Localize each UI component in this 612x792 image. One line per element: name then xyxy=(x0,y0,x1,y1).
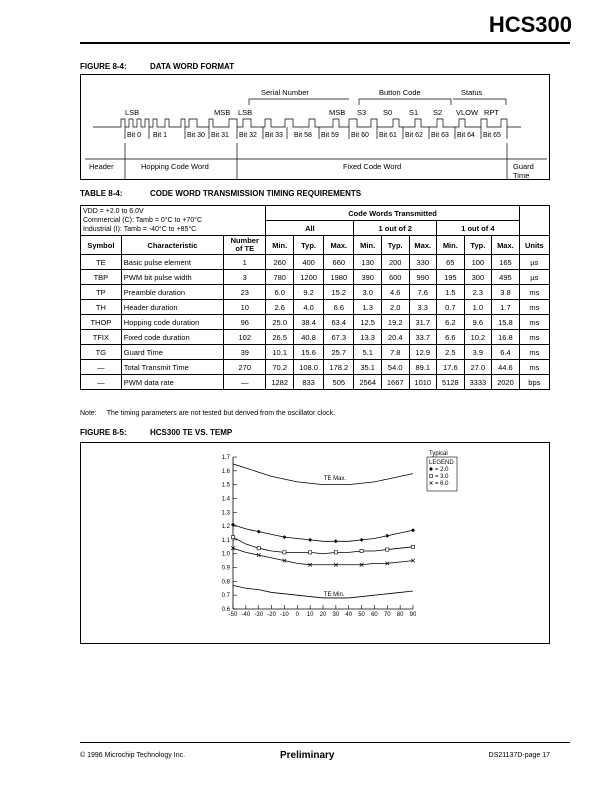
table-row xyxy=(81,285,550,300)
col-characteristic: Characteristic xyxy=(121,236,223,255)
figure-number: FIGURE 8-5: xyxy=(80,428,127,437)
col-max: Max. xyxy=(324,236,354,255)
cell-value: 26.5 xyxy=(266,330,294,345)
y-tick-label: 1.7 xyxy=(221,455,230,461)
bit-label: Bit 62 xyxy=(405,132,423,139)
col-number-line2: of TE xyxy=(235,244,255,253)
data-point xyxy=(308,538,312,542)
cell-value: 660 xyxy=(324,255,354,270)
footer-copyright: © 1996 Microchip Technology Inc. xyxy=(80,752,186,759)
data-point xyxy=(334,539,338,543)
bit-label: Bit 63 xyxy=(431,132,449,139)
cell-value: 6.6 xyxy=(437,330,465,345)
cell-value: 200 xyxy=(381,255,409,270)
cell-value: 3.3 xyxy=(409,300,437,315)
cell-value: 3.9 xyxy=(464,345,492,360)
figure-8-4-caption xyxy=(80,62,234,71)
data-point xyxy=(257,530,261,534)
header-rule xyxy=(80,42,570,44)
msb-label-2: MSB xyxy=(329,108,346,117)
lsb-label-1: LSB xyxy=(125,108,140,117)
cell-value: 5128 xyxy=(437,375,465,390)
cell-value: 833 xyxy=(293,375,323,390)
cell-characteristic: Header duration xyxy=(121,300,223,315)
table-row xyxy=(81,360,550,375)
table-row xyxy=(81,315,550,330)
figure-number: FIGURE 8-4: xyxy=(80,62,127,71)
x-tick-label: 50 xyxy=(358,612,365,618)
y-tick-label: 0.8 xyxy=(221,579,230,586)
cell-symbol: TE xyxy=(81,255,122,270)
cell-number: — xyxy=(224,375,266,390)
x-tick-label: -10 xyxy=(280,612,289,618)
data-point xyxy=(282,535,286,539)
x-tick-label: 80 xyxy=(396,612,404,618)
cell-units: ms xyxy=(519,330,549,345)
legend-marker xyxy=(430,475,433,478)
cell-value: 16.8 xyxy=(492,330,520,345)
cell-value: 178.2 xyxy=(324,360,354,375)
cell-value: 330 xyxy=(409,255,437,270)
chart-box xyxy=(80,442,550,644)
x-tick-label: 30 xyxy=(332,612,340,618)
legend-entry: = 2.0 xyxy=(435,467,449,473)
table-number: TABLE 8-4: xyxy=(80,189,123,198)
cell-symbol: TG xyxy=(81,345,122,360)
cell-value: 7.8 xyxy=(381,345,409,360)
table-row xyxy=(81,345,550,360)
cell-value: 300 xyxy=(464,270,492,285)
y-tick-label: 0.6 xyxy=(221,607,230,613)
cell-value: 2.0 xyxy=(381,300,409,315)
cell-value: 15.8 xyxy=(492,315,520,330)
cell-value: 1200 xyxy=(293,270,323,285)
legend-title: LEGEND xyxy=(429,460,454,466)
note-text: The timing parameters are not tested but derived from the oscillator clock. xyxy=(106,410,336,417)
cell-value: 89.1 xyxy=(409,360,437,375)
bit-label: Bit 65 xyxy=(483,132,501,139)
x-tick-label: -40 xyxy=(241,612,251,618)
bit-label: Bit 61 xyxy=(379,132,397,139)
table-row xyxy=(81,255,550,270)
cell-value: 1010 xyxy=(409,375,437,390)
cell-value: 1.0 xyxy=(464,300,492,315)
cell-number: 96 xyxy=(224,315,266,330)
data-point xyxy=(386,548,389,551)
data-point xyxy=(283,551,286,554)
col-number xyxy=(224,236,266,255)
cell-value: 260 xyxy=(266,255,294,270)
data-point xyxy=(360,549,363,552)
cell-number: 23 xyxy=(224,285,266,300)
col-typ: Typ. xyxy=(293,236,323,255)
cell-value: 19.2 xyxy=(381,315,409,330)
cell-value: 130 xyxy=(354,255,382,270)
legend-entry: = 6.0 xyxy=(435,481,449,487)
cell-value: 9.2 xyxy=(293,285,323,300)
y-tick-label: 1.6 xyxy=(221,468,230,475)
cell-symbol: THOP xyxy=(81,315,122,330)
cell-value: 108.0 xyxy=(293,360,323,375)
cell-value: 65 xyxy=(437,255,465,270)
col-typ: Typ. xyxy=(381,236,409,255)
bit-label: Bit 32 xyxy=(239,132,257,139)
cell-value: 44.6 xyxy=(492,360,520,375)
cell-value: 5.1 xyxy=(354,345,382,360)
bit-label: Bit 58 xyxy=(294,132,312,139)
bit-label: Bit 60 xyxy=(351,132,369,139)
cell-value: 3333 xyxy=(464,375,492,390)
y-tick-label: 1.2 xyxy=(221,524,230,531)
bit-label: Bit 33 xyxy=(265,132,283,139)
time-label: Time xyxy=(513,171,530,179)
bit-label: Bit 64 xyxy=(457,132,475,139)
cell-value: 10.1 xyxy=(266,345,294,360)
table-row xyxy=(81,375,550,390)
bit-label: Bit 30 xyxy=(187,132,205,139)
bit-label: Bit 1 xyxy=(153,132,168,139)
guard-label: Guard xyxy=(513,162,534,171)
cell-value: 15.2 xyxy=(324,285,354,300)
cell-value: 1667 xyxy=(381,375,409,390)
cell-value: 390 xyxy=(354,270,382,285)
cell-symbol: TFIX xyxy=(81,330,122,345)
legend-entry: = 3.0 xyxy=(435,474,449,480)
cell-value: 3.8 xyxy=(492,285,520,300)
x-tick-label: 90 xyxy=(409,612,417,618)
x-tick-label: 20 xyxy=(319,612,327,618)
cell-units: µs xyxy=(519,270,549,285)
te-min-annotation: TE Min. xyxy=(323,591,345,598)
col-min: Min. xyxy=(437,236,465,255)
cell-value: 63.4 xyxy=(324,315,354,330)
vlow-label: VLOW xyxy=(456,108,479,117)
cell-value: 4.6 xyxy=(381,285,409,300)
x-tick-label: 60 xyxy=(371,612,378,618)
footer-preliminary: Preliminary xyxy=(280,750,335,761)
cell-value: 1980 xyxy=(324,270,354,285)
timing-table xyxy=(80,205,550,390)
cell-characteristic: Total Transmit Time xyxy=(121,360,223,375)
cell-number: 10 xyxy=(224,300,266,315)
serial-number-label: Serial Number xyxy=(261,88,309,97)
cell-value: 4.0 xyxy=(293,300,323,315)
cell-value: 6.0 xyxy=(266,285,294,300)
cell-value: 13.3 xyxy=(354,330,382,345)
cell-value: 20.4 xyxy=(381,330,409,345)
bit-label: Bit 0 xyxy=(127,132,142,139)
s0-label: S0 xyxy=(383,108,393,117)
s2-label: S2 xyxy=(433,108,443,117)
y-tick-label: 0.9 xyxy=(221,565,230,572)
cell-value: 31.7 xyxy=(409,315,437,330)
cell-number: 39 xyxy=(224,345,266,360)
cell-characteristic: Hopping code duration xyxy=(121,315,223,330)
y-tick-label: 1.1 xyxy=(221,537,230,544)
te-vs-temp-chart xyxy=(81,443,549,643)
cell-value: 17.6 xyxy=(437,360,465,375)
y-tick-label: 0.7 xyxy=(221,593,230,600)
bit-label: Bit 59 xyxy=(321,132,339,139)
col-units: Units xyxy=(519,236,549,255)
table-note xyxy=(80,410,345,417)
cell-value: 70.2 xyxy=(266,360,294,375)
x-tick-label: 0 xyxy=(295,612,299,618)
cell-value: 6.4 xyxy=(492,345,520,360)
x-tick-label: -30 xyxy=(254,612,264,618)
cell-units: ms xyxy=(519,300,549,315)
cell-units: ms xyxy=(519,285,549,300)
col-number-line1: Number xyxy=(230,236,259,245)
x-tick-label: 70 xyxy=(383,612,391,618)
x-tick-label: -20 xyxy=(267,612,276,618)
msb-label-1: MSB xyxy=(214,108,231,117)
code-words-header: Code Words Transmitted xyxy=(266,206,519,221)
cell-value: 25.7 xyxy=(324,345,354,360)
note-label: Note: xyxy=(80,410,97,417)
cell-symbol: TP xyxy=(81,285,122,300)
data-word-diagram xyxy=(81,75,549,179)
cell-value: 1.3 xyxy=(354,300,382,315)
hopping-code-label: Hopping Code Word xyxy=(141,162,209,171)
cell-value: 6.2 xyxy=(437,315,465,330)
cell-value: 7.6 xyxy=(409,285,437,300)
cell-value: 35.1 xyxy=(354,360,382,375)
cell-value: 600 xyxy=(381,270,409,285)
y-tick-label: 1.0 xyxy=(221,551,230,558)
col-max: Max. xyxy=(492,236,520,255)
cell-value: 1.5 xyxy=(437,285,465,300)
cell-value: 400 xyxy=(293,255,323,270)
col-min: Min. xyxy=(266,236,294,255)
cell-value: 2.3 xyxy=(464,285,492,300)
cell-number: 270 xyxy=(224,360,266,375)
col-min: Min. xyxy=(354,236,382,255)
group-1-of-4: 1 out of 4 xyxy=(437,221,520,236)
x-tick-label: -50 xyxy=(228,612,238,618)
fixed-code-label: Fixed Code Word xyxy=(343,162,402,171)
cell-number: 102 xyxy=(224,330,266,345)
col-typ: Typ. xyxy=(464,236,492,255)
cell-value: 15.6 xyxy=(293,345,323,360)
cell-value: 33.7 xyxy=(409,330,437,345)
table-title: CODE WORD TRANSMISSION TIMING REQUIREMENTS xyxy=(150,189,362,198)
bit-label: Bit 31 xyxy=(211,132,229,139)
cell-value: 2.5 xyxy=(437,345,465,360)
data-point xyxy=(411,545,414,548)
cell-value: 1.7 xyxy=(492,300,520,315)
cell-value: 195 xyxy=(437,270,465,285)
data-point xyxy=(411,528,415,532)
data-point xyxy=(334,551,337,554)
data-point xyxy=(231,536,234,539)
table-row xyxy=(81,300,550,315)
data-point xyxy=(360,538,364,542)
cell-value: 3.0 xyxy=(354,285,382,300)
data-point xyxy=(309,551,312,554)
cell-symbol: TBP xyxy=(81,270,122,285)
cell-number: 1 xyxy=(224,255,266,270)
cell-value: 2020 xyxy=(492,375,520,390)
cell-value: 38.4 xyxy=(293,315,323,330)
cell-characteristic: Guard Time xyxy=(121,345,223,360)
rpt-label: RPT xyxy=(484,108,499,117)
cell-characteristic: PWM bit pulse width xyxy=(121,270,223,285)
y-tick-label: 1.3 xyxy=(221,510,230,517)
group-all: All xyxy=(266,221,354,236)
cell-value: 165 xyxy=(492,255,520,270)
figure-title: HCS300 TE VS. TEMP xyxy=(150,428,233,437)
cell-value: 67.3 xyxy=(324,330,354,345)
lsb-label-2: LSB xyxy=(238,108,253,117)
cell-units: ms xyxy=(519,345,549,360)
col-max: Max. xyxy=(409,236,437,255)
condition-commercial: Commercial (C): Tamb = 0°C to +70°C xyxy=(83,217,203,224)
table-row xyxy=(81,330,550,345)
cell-value: 2564 xyxy=(354,375,382,390)
cell-value: 40.8 xyxy=(293,330,323,345)
cell-value: 12.9 xyxy=(409,345,437,360)
cell-characteristic: Basic pulse element xyxy=(121,255,223,270)
cell-units: bps xyxy=(519,375,549,390)
cell-value: 6.6 xyxy=(324,300,354,315)
footer-page: DS21137D-page 17 xyxy=(488,752,550,759)
cell-units: ms xyxy=(519,360,549,375)
cell-units: ms xyxy=(519,315,549,330)
cell-value: 54.0 xyxy=(381,360,409,375)
condition-industrial: Industrial (I): Tamb = -40°C to +85°C xyxy=(83,226,197,233)
figure-title: DATA WORD FORMAT xyxy=(150,62,235,71)
cell-value: 1282 xyxy=(266,375,294,390)
cell-characteristic: Fixed code duration xyxy=(121,330,223,345)
cell-units: µs xyxy=(519,255,549,270)
header-label: Header xyxy=(89,162,114,171)
cell-number: 3 xyxy=(224,270,266,285)
cell-value: 495 xyxy=(492,270,520,285)
button-code-label: Button Code xyxy=(379,88,421,97)
y-tick-label: 1.4 xyxy=(221,496,230,503)
table-row xyxy=(81,270,550,285)
cell-characteristic: PWM data rate xyxy=(121,375,223,390)
cell-value: 100 xyxy=(464,255,492,270)
cell-value: 990 xyxy=(409,270,437,285)
page-title: HCS300 xyxy=(488,12,572,37)
data-point xyxy=(257,547,260,550)
footer-rule xyxy=(80,742,570,743)
col-symbol: Symbol xyxy=(81,236,122,255)
cell-value: 2.6 xyxy=(266,300,294,315)
condition-vdd: VDD = +2.0 to 6.0V xyxy=(83,208,144,215)
cell-symbol: TH xyxy=(81,300,122,315)
cell-value: 27.0 xyxy=(464,360,492,375)
cell-value: 10.2 xyxy=(464,330,492,345)
s3-label: S3 xyxy=(357,108,367,117)
x-tick-label: 40 xyxy=(345,612,353,618)
data-point xyxy=(385,534,389,538)
cell-value: 9.6 xyxy=(464,315,492,330)
x-tick-label: 10 xyxy=(306,612,314,618)
series-line-1 xyxy=(233,525,413,542)
conditions-cell xyxy=(81,206,266,236)
table-body xyxy=(81,255,550,390)
te-max-annotation: TE Max. xyxy=(323,475,347,482)
cell-symbol: — xyxy=(81,360,122,375)
s1-label: S1 xyxy=(409,108,419,117)
legend-heading: Typical xyxy=(429,451,448,457)
cell-value: 12.5 xyxy=(354,315,382,330)
status-label: Status xyxy=(461,88,483,97)
y-tick-label: 1.5 xyxy=(221,482,230,489)
cell-value: 505 xyxy=(324,375,354,390)
cell-characteristic: Preamble duration xyxy=(121,285,223,300)
table-8-4-caption xyxy=(80,189,361,198)
data-word-format-box xyxy=(80,74,550,180)
cell-value: 25.0 xyxy=(266,315,294,330)
cell-value: 780 xyxy=(266,270,294,285)
figure-8-5-caption xyxy=(80,428,232,437)
cell-symbol: — xyxy=(81,375,122,390)
cell-value: 0.7 xyxy=(437,300,465,315)
group-1-of-2: 1 out of 2 xyxy=(354,221,437,236)
